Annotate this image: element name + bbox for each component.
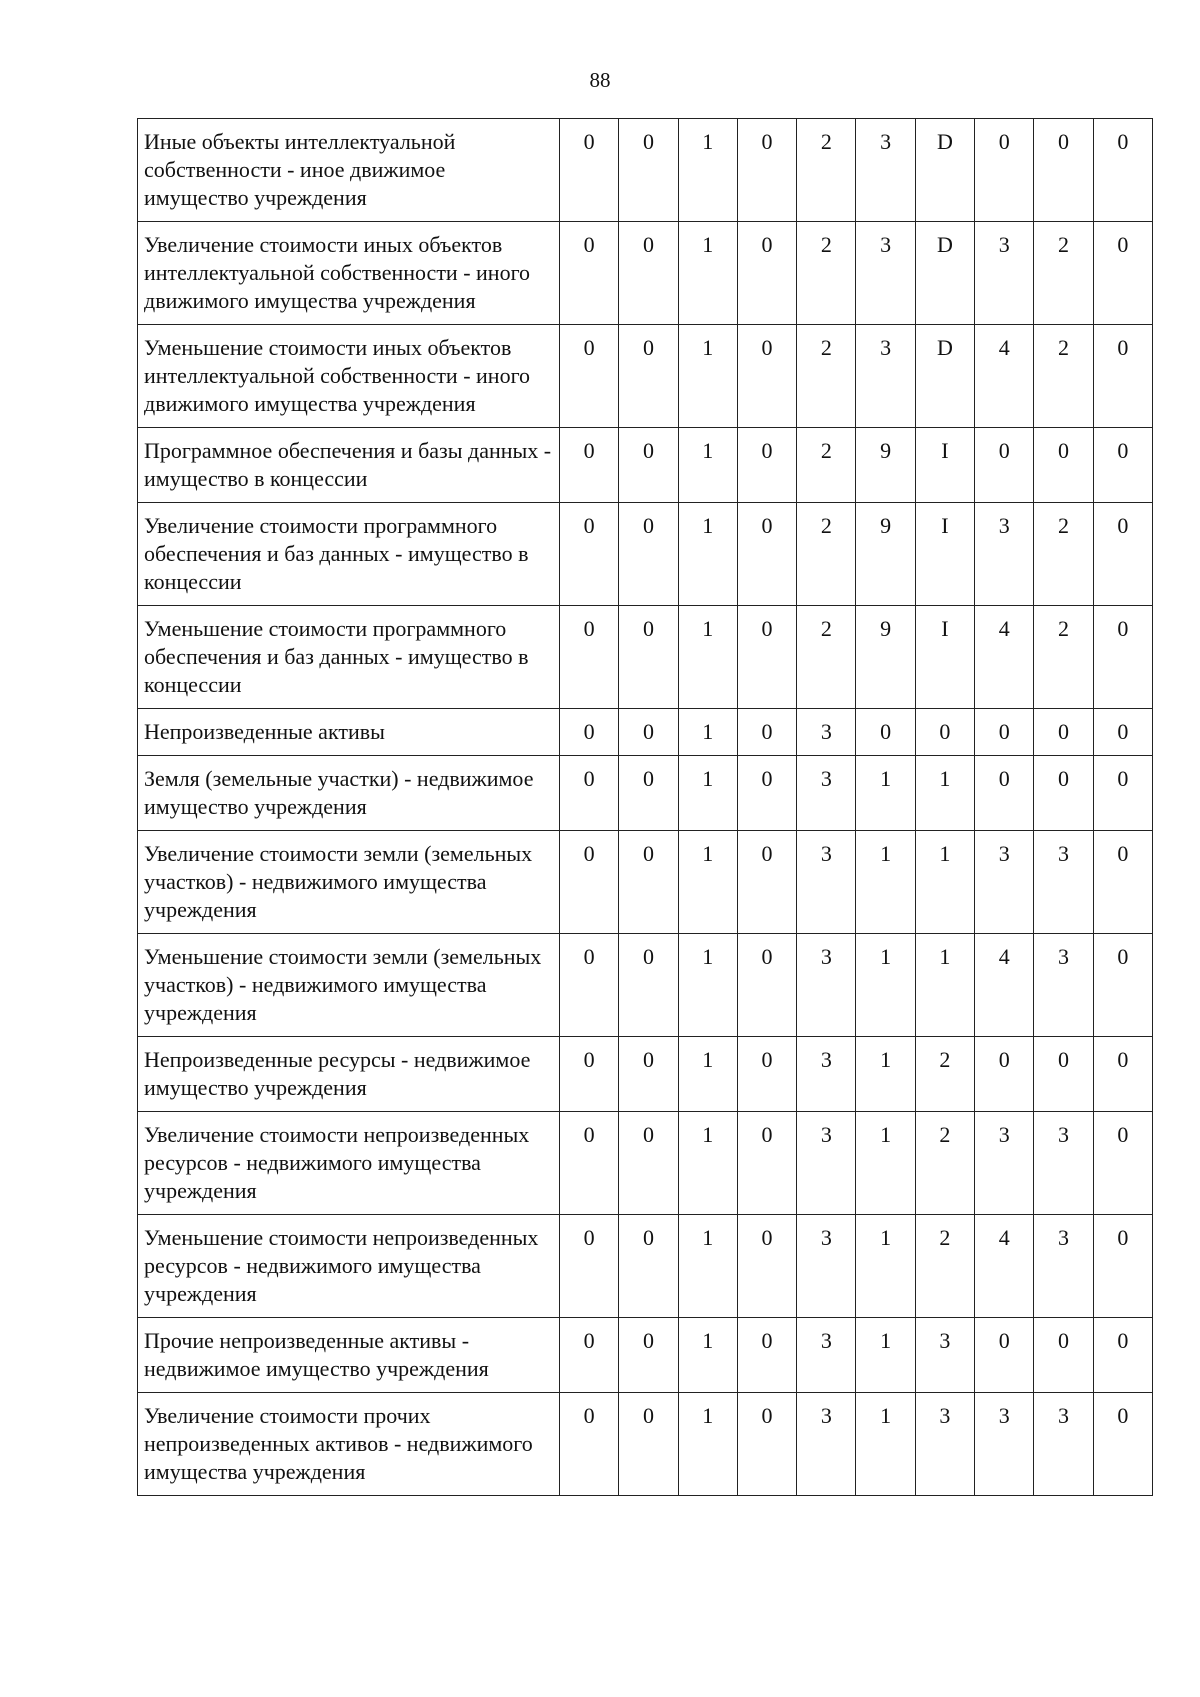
code-digit-cell: 3 xyxy=(797,831,856,934)
code-digit-cell: 3 xyxy=(797,934,856,1037)
table-row xyxy=(138,428,1153,503)
code-digit-cell: 1 xyxy=(678,1318,737,1393)
table-row xyxy=(138,503,1153,606)
code-digit-cell: 0 xyxy=(856,709,915,756)
code-digit-cell: 0 xyxy=(737,831,796,934)
table-row xyxy=(138,119,1153,222)
code-digit-cell: 2 xyxy=(797,428,856,503)
code-digit-cell: 0 xyxy=(737,606,796,709)
code-digit-cell: 0 xyxy=(737,1318,796,1393)
code-digit-cell: 2 xyxy=(1034,222,1093,325)
table-row xyxy=(138,756,1153,831)
code-digit-cell: 2 xyxy=(797,222,856,325)
code-digit-cell: 1 xyxy=(678,119,737,222)
code-digit-cell: 0 xyxy=(619,222,678,325)
code-digit-cell: 0 xyxy=(560,1037,619,1112)
account-name-cell: Программное обеспечения и базы данных - имущество в концессии xyxy=(138,428,560,503)
account-name-cell: Иные объекты интеллектуальной собственности - иное движимое имущество учреждения xyxy=(138,119,560,222)
code-digit-cell: 1 xyxy=(856,1112,915,1215)
code-digit-cell: 0 xyxy=(1034,709,1093,756)
code-digit-cell: 3 xyxy=(915,1318,974,1393)
code-digit-cell: 1 xyxy=(678,428,737,503)
code-digit-cell: 0 xyxy=(737,119,796,222)
code-digit-cell: 0 xyxy=(560,119,619,222)
code-digit-cell: 1 xyxy=(856,1215,915,1318)
code-digit-cell: 0 xyxy=(560,1318,619,1393)
code-digit-cell: 0 xyxy=(619,831,678,934)
table-row xyxy=(138,1112,1153,1215)
code-digit-cell: 4 xyxy=(975,325,1034,428)
table-row xyxy=(138,1393,1153,1496)
code-digit-cell: 0 xyxy=(737,325,796,428)
code-digit-cell: 1 xyxy=(915,934,974,1037)
code-digit-cell: 0 xyxy=(737,934,796,1037)
code-digit-cell: 0 xyxy=(737,1112,796,1215)
code-digit-cell: 0 xyxy=(1093,831,1152,934)
code-digit-cell: 2 xyxy=(797,325,856,428)
code-digit-cell: 1 xyxy=(856,1393,915,1496)
code-digit-cell: 3 xyxy=(856,325,915,428)
code-digit-cell: 0 xyxy=(1093,428,1152,503)
code-digit-cell: 0 xyxy=(1093,222,1152,325)
code-digit-cell: 0 xyxy=(560,709,619,756)
code-digit-cell: 1 xyxy=(678,709,737,756)
code-digit-cell: 3 xyxy=(856,222,915,325)
code-digit-cell: 3 xyxy=(797,1393,856,1496)
code-digit-cell: 0 xyxy=(1034,756,1093,831)
table-row xyxy=(138,325,1153,428)
code-digit-cell: 3 xyxy=(1034,1393,1093,1496)
code-digit-cell: 0 xyxy=(560,428,619,503)
code-digit-cell: 1 xyxy=(678,503,737,606)
account-name-cell: Непроизведенные активы xyxy=(138,709,560,756)
code-digit-cell: 0 xyxy=(1034,1318,1093,1393)
table-row xyxy=(138,1215,1153,1318)
code-digit-cell: 0 xyxy=(975,119,1034,222)
code-digit-cell: 0 xyxy=(975,1037,1034,1112)
code-digit-cell: 0 xyxy=(737,428,796,503)
code-digit-cell: 3 xyxy=(797,1037,856,1112)
code-digit-cell: 0 xyxy=(560,1112,619,1215)
table-body xyxy=(138,119,1153,1496)
account-name-cell: Увеличение стоимости иных объектов интеллектуальной собственности - иного движимого имущества учреждения xyxy=(138,222,560,325)
table-row xyxy=(138,222,1153,325)
code-digit-cell: 2 xyxy=(915,1215,974,1318)
code-digit-cell: 3 xyxy=(797,756,856,831)
code-digit-cell: 0 xyxy=(737,1393,796,1496)
code-digit-cell: 1 xyxy=(678,222,737,325)
code-digit-cell: 1 xyxy=(678,325,737,428)
code-digit-cell: 0 xyxy=(619,428,678,503)
code-digit-cell: 2 xyxy=(797,119,856,222)
account-name-cell: Увеличение стоимости земли (земельных участков) - недвижимого имущества учреждения xyxy=(138,831,560,934)
code-digit-cell: 0 xyxy=(1093,1112,1152,1215)
code-digit-cell: D xyxy=(915,119,974,222)
code-digit-cell: 0 xyxy=(737,1215,796,1318)
code-digit-cell: 4 xyxy=(975,1215,1034,1318)
code-digit-cell: 2 xyxy=(1034,606,1093,709)
code-digit-cell: 4 xyxy=(975,606,1034,709)
code-digit-cell: 9 xyxy=(856,503,915,606)
code-digit-cell: 1 xyxy=(678,756,737,831)
code-digit-cell: I xyxy=(915,606,974,709)
code-digit-cell: 3 xyxy=(1034,1112,1093,1215)
page-number: 88 xyxy=(589,68,611,92)
code-digit-cell: 0 xyxy=(560,503,619,606)
code-digit-cell: 1 xyxy=(856,934,915,1037)
code-digit-cell: D xyxy=(915,325,974,428)
code-digit-cell: 0 xyxy=(619,1393,678,1496)
table-row xyxy=(138,934,1153,1037)
code-digit-cell: 0 xyxy=(619,119,678,222)
code-digit-cell: 0 xyxy=(560,934,619,1037)
code-digit-cell: 0 xyxy=(1093,1393,1152,1496)
code-digit-cell: 0 xyxy=(737,1037,796,1112)
code-digit-cell: 0 xyxy=(619,325,678,428)
code-digit-cell: 0 xyxy=(737,709,796,756)
code-digit-cell: 1 xyxy=(678,1112,737,1215)
code-digit-cell: 0 xyxy=(1034,1037,1093,1112)
code-digit-cell: 0 xyxy=(560,325,619,428)
code-digit-cell: 3 xyxy=(1034,1215,1093,1318)
code-digit-cell: 0 xyxy=(915,709,974,756)
code-digit-cell: 1 xyxy=(678,606,737,709)
code-digit-cell: 2 xyxy=(797,503,856,606)
code-digit-cell: 1 xyxy=(678,1037,737,1112)
account-name-cell: Уменьшение стоимости иных объектов интеллектуальной собственности - иного движимого имущества учреждения xyxy=(138,325,560,428)
code-digit-cell: 3 xyxy=(856,119,915,222)
code-digit-cell: 0 xyxy=(1093,934,1152,1037)
code-digit-cell: 1 xyxy=(856,756,915,831)
table-row xyxy=(138,1318,1153,1393)
account-name-cell: Уменьшение стоимости программного обеспечения и баз данных - имущество в концессии xyxy=(138,606,560,709)
code-digit-cell: 3 xyxy=(975,222,1034,325)
code-digit-cell: D xyxy=(915,222,974,325)
account-codes-table xyxy=(137,118,1153,1496)
code-digit-cell: 1 xyxy=(678,1393,737,1496)
code-digit-cell: 3 xyxy=(975,1393,1034,1496)
code-digit-cell: 0 xyxy=(560,606,619,709)
code-digit-cell: 0 xyxy=(737,503,796,606)
code-digit-cell: 2 xyxy=(1034,325,1093,428)
code-digit-cell: I xyxy=(915,503,974,606)
code-digit-cell: 0 xyxy=(619,934,678,1037)
code-digit-cell: 0 xyxy=(1093,1215,1152,1318)
code-digit-cell: 2 xyxy=(797,606,856,709)
code-digit-cell: 0 xyxy=(619,1215,678,1318)
code-digit-cell: 3 xyxy=(975,503,1034,606)
code-digit-cell: 0 xyxy=(975,709,1034,756)
code-digit-cell: 0 xyxy=(560,222,619,325)
account-name-cell: Уменьшение стоимости непроизведенных ресурсов - недвижимого имущества учреждения xyxy=(138,1215,560,1318)
code-digit-cell: 9 xyxy=(856,606,915,709)
code-digit-cell: I xyxy=(915,428,974,503)
code-digit-cell: 3 xyxy=(915,1393,974,1496)
code-digit-cell: 0 xyxy=(975,1318,1034,1393)
code-digit-cell: 1 xyxy=(678,831,737,934)
code-digit-cell: 0 xyxy=(1093,1037,1152,1112)
code-digit-cell: 0 xyxy=(619,1318,678,1393)
code-digit-cell: 0 xyxy=(1034,119,1093,222)
account-name-cell: Уменьшение стоимости земли (земельных участков) - недвижимого имущества учреждения xyxy=(138,934,560,1037)
code-digit-cell: 0 xyxy=(1093,606,1152,709)
code-digit-cell: 0 xyxy=(1093,503,1152,606)
code-digit-cell: 2 xyxy=(1034,503,1093,606)
account-name-cell: Увеличение стоимости непроизведенных ресурсов - недвижимого имущества учреждения xyxy=(138,1112,560,1215)
code-digit-cell: 0 xyxy=(1093,709,1152,756)
code-digit-cell: 0 xyxy=(619,606,678,709)
code-digit-cell: 0 xyxy=(737,222,796,325)
code-digit-cell: 0 xyxy=(1093,756,1152,831)
code-digit-cell: 2 xyxy=(915,1037,974,1112)
code-digit-cell: 0 xyxy=(560,1393,619,1496)
code-digit-cell: 3 xyxy=(975,831,1034,934)
table-row xyxy=(138,831,1153,934)
table-row xyxy=(138,1037,1153,1112)
code-digit-cell: 0 xyxy=(619,709,678,756)
code-digit-cell: 0 xyxy=(737,756,796,831)
code-digit-cell: 3 xyxy=(797,1215,856,1318)
code-digit-cell: 2 xyxy=(915,1112,974,1215)
code-digit-cell: 0 xyxy=(1093,1318,1152,1393)
code-digit-cell: 0 xyxy=(619,1037,678,1112)
code-digit-cell: 0 xyxy=(560,1215,619,1318)
code-digit-cell: 1 xyxy=(856,1318,915,1393)
code-digit-cell: 0 xyxy=(1093,119,1152,222)
code-digit-cell: 4 xyxy=(975,934,1034,1037)
account-name-cell: Увеличение стоимости прочих непроизведенных активов - недвижимого имущества учреждения xyxy=(138,1393,560,1496)
code-digit-cell: 0 xyxy=(619,756,678,831)
code-digit-cell: 3 xyxy=(975,1112,1034,1215)
code-digit-cell: 0 xyxy=(560,756,619,831)
account-name-cell: Увеличение стоимости программного обеспечения и баз данных - имущество в концессии xyxy=(138,503,560,606)
account-name-cell: Земля (земельные участки) - недвижимое имущество учреждения xyxy=(138,756,560,831)
code-digit-cell: 0 xyxy=(1093,325,1152,428)
code-digit-cell: 3 xyxy=(797,709,856,756)
code-digit-cell: 1 xyxy=(915,756,974,831)
table-row xyxy=(138,606,1153,709)
code-digit-cell: 0 xyxy=(1034,428,1093,503)
code-digit-cell: 1 xyxy=(856,831,915,934)
account-name-cell: Прочие непроизведенные активы - недвижимое имущество учреждения xyxy=(138,1318,560,1393)
code-digit-cell: 1 xyxy=(856,1037,915,1112)
code-digit-cell: 0 xyxy=(975,428,1034,503)
account-name-cell: Непроизведенные ресурсы - недвижимое имущество учреждения xyxy=(138,1037,560,1112)
code-digit-cell: 1 xyxy=(678,934,737,1037)
code-digit-cell: 3 xyxy=(797,1112,856,1215)
code-digit-cell: 3 xyxy=(797,1318,856,1393)
table-row xyxy=(138,709,1153,756)
code-digit-cell: 0 xyxy=(975,756,1034,831)
code-digit-cell: 0 xyxy=(619,503,678,606)
code-digit-cell: 9 xyxy=(856,428,915,503)
code-digit-cell: 3 xyxy=(1034,831,1093,934)
code-digit-cell: 1 xyxy=(678,1215,737,1318)
code-digit-cell: 0 xyxy=(560,831,619,934)
code-digit-cell: 1 xyxy=(915,831,974,934)
code-digit-cell: 0 xyxy=(619,1112,678,1215)
code-digit-cell: 3 xyxy=(1034,934,1093,1037)
